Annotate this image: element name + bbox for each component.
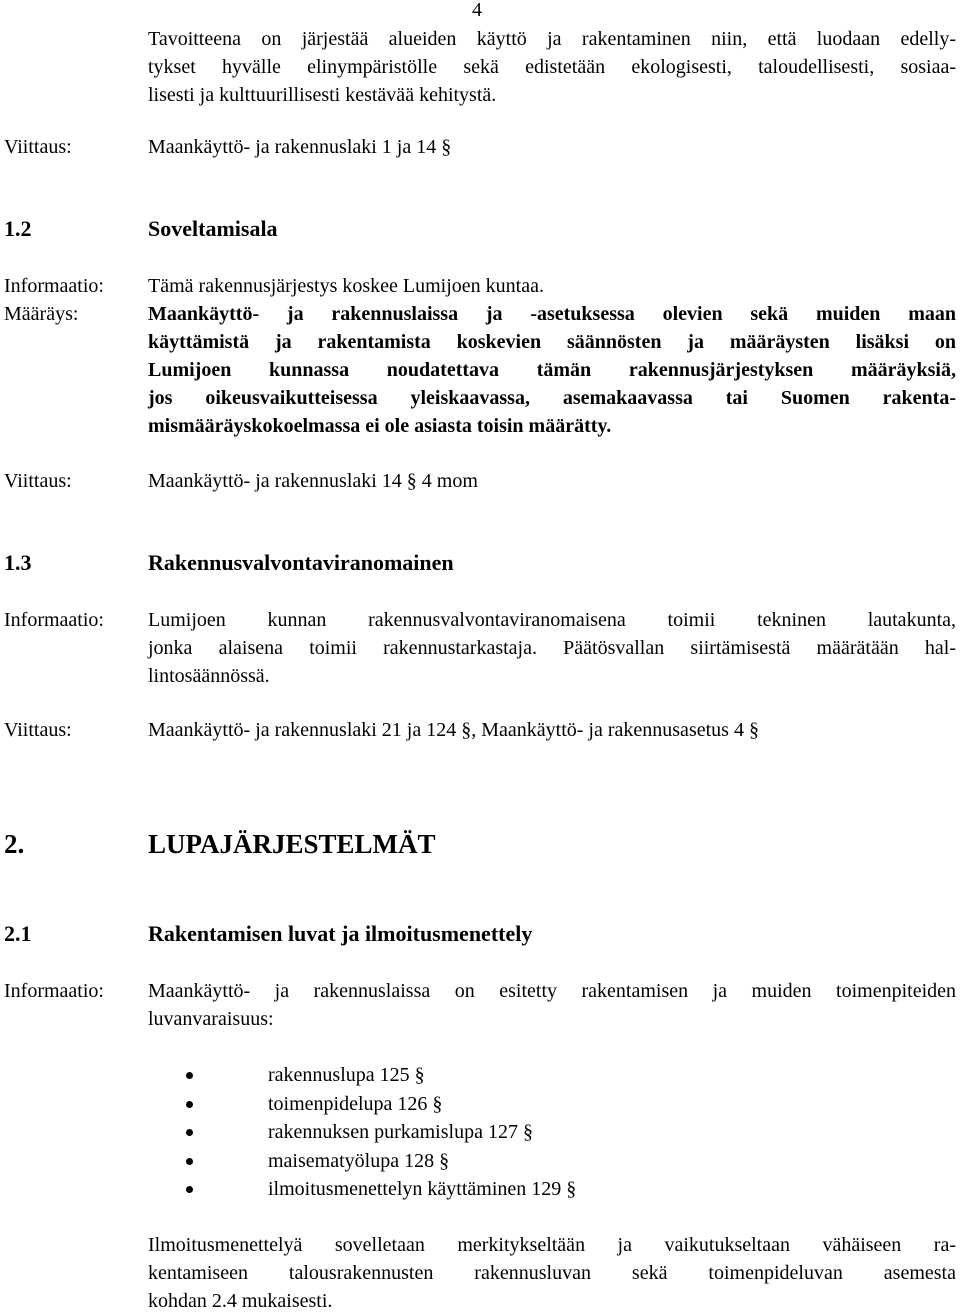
page-number: 4 bbox=[472, 0, 482, 21]
list-item bbox=[180, 1061, 576, 1090]
bullet-icon bbox=[186, 1101, 193, 1108]
closing-line: kohdan 2.4 mukaisesti. bbox=[148, 1290, 333, 1312]
bullet-icon bbox=[186, 1129, 193, 1136]
information-line: luvanvaraisuus: bbox=[148, 1008, 274, 1030]
list-item bbox=[180, 1175, 576, 1204]
permit-list bbox=[180, 1061, 576, 1204]
regulation-line: Maankäyttö- ja rakennuslaissa ja -asetuksessa olevien sekä muiden maan bbox=[148, 303, 956, 325]
information-paragraph bbox=[148, 977, 956, 1033]
intro-line: Tavoitteena on järjestää alueiden käyttö ja rakentaminen niin, että luodaan edelly- bbox=[148, 28, 956, 50]
reference-text: Maankäyttö- ja rakennuslaki 14 § 4 mom bbox=[148, 470, 478, 492]
intro-paragraph bbox=[148, 25, 956, 109]
information-label: Informaatio: bbox=[4, 275, 104, 297]
section-number: 1.3 bbox=[4, 550, 32, 575]
bullet-icon bbox=[186, 1072, 193, 1079]
regulation-line: käyttämistä ja rakentamista koskevien säännösten ja määräysten lisäksi on bbox=[148, 331, 956, 353]
closing-line: kentamiseen talousrakennusten rakennusluvan sekä toimenpideluvan asemesta bbox=[148, 1262, 956, 1284]
list-item-text: ilmoitusmenettelyn käyttäminen 129 § bbox=[268, 1178, 577, 1200]
chapter-number: 2. bbox=[4, 829, 25, 859]
reference-label: Viittaus: bbox=[4, 719, 72, 741]
chapter-title: LUPAJÄRJESTELMÄT bbox=[148, 829, 436, 859]
information-line: Lumijoen kunnan rakennusvalvontaviranomaisena toimii tekninen lautakunta, bbox=[148, 609, 956, 631]
section-number: 1.2 bbox=[4, 216, 32, 241]
section-number: 2.1 bbox=[4, 921, 32, 946]
information-label: Informaatio: bbox=[4, 609, 104, 631]
regulation-line: mismääräyskokoelmassa ei ole asiasta toisin määrätty. bbox=[148, 415, 612, 437]
reference-text: Maankäyttö- ja rakennuslaki 1 ja 14 § bbox=[148, 136, 452, 158]
regulation-label: Määräys: bbox=[4, 303, 79, 325]
regulation-paragraph bbox=[148, 300, 956, 440]
section-title: Rakennusvalvontaviranomainen bbox=[148, 550, 454, 575]
closing-line: Ilmoitusmenettelyä sovelletaan merkitykseltään ja vaikutukseltaan vähäiseen ra- bbox=[148, 1234, 956, 1256]
information-line: Maankäyttö- ja rakennuslaissa on esitetty rakentamisen ja muiden toimenpiteiden bbox=[148, 980, 956, 1002]
information-text: Tämä rakennusjärjestys koskee Lumijoen kuntaa. bbox=[148, 275, 544, 297]
reference-label: Viittaus: bbox=[4, 136, 72, 158]
closing-paragraph bbox=[148, 1231, 956, 1315]
list-item-text: rakennuksen purkamislupa 127 § bbox=[268, 1121, 533, 1143]
information-label: Informaatio: bbox=[4, 980, 104, 1002]
information-line: lintosäännössä. bbox=[148, 665, 270, 687]
section-title: Soveltamisala bbox=[148, 216, 278, 241]
information-line: jonka alaisena toimii rakennustarkastaja. Päätösvallan siirtämisestä määrätään hal- bbox=[148, 637, 956, 659]
bullet-icon bbox=[186, 1186, 193, 1193]
list-item-text: toimenpidelupa 126 § bbox=[268, 1092, 443, 1115]
reference-label: Viittaus: bbox=[4, 470, 72, 492]
reference-text: Maankäyttö- ja rakennuslaki 21 ja 124 §, Maankäyttö- ja rakennusasetus 4 § bbox=[148, 719, 759, 741]
regulation-line: Lumijoen kunnassa noudatettava tämän rakennusjärjestyksen määräyksiä, bbox=[148, 359, 956, 381]
intro-line: lisesti ja kulttuurillisesti kestävää kehitystä. bbox=[148, 84, 497, 106]
intro-line: tykset hyvälle elinympäristölle sekä edistetään ekologisesti, taloudellisesti, sosiaa- bbox=[148, 56, 956, 78]
list-item bbox=[180, 1118, 576, 1147]
information-paragraph bbox=[148, 606, 956, 690]
list-item-text: maisematyölupa 128 § bbox=[268, 1149, 450, 1172]
bullet-icon bbox=[186, 1158, 193, 1165]
list-item bbox=[180, 1090, 576, 1119]
list-item bbox=[180, 1147, 576, 1176]
regulation-line: jos oikeusvaikutteisessa yleiskaavassa, asemakaavassa tai Suomen rakenta- bbox=[148, 387, 956, 409]
section-title: Rakentamisen luvat ja ilmoitusmenettely bbox=[148, 921, 533, 946]
list-item-text: rakennuslupa 125 § bbox=[268, 1064, 425, 1086]
